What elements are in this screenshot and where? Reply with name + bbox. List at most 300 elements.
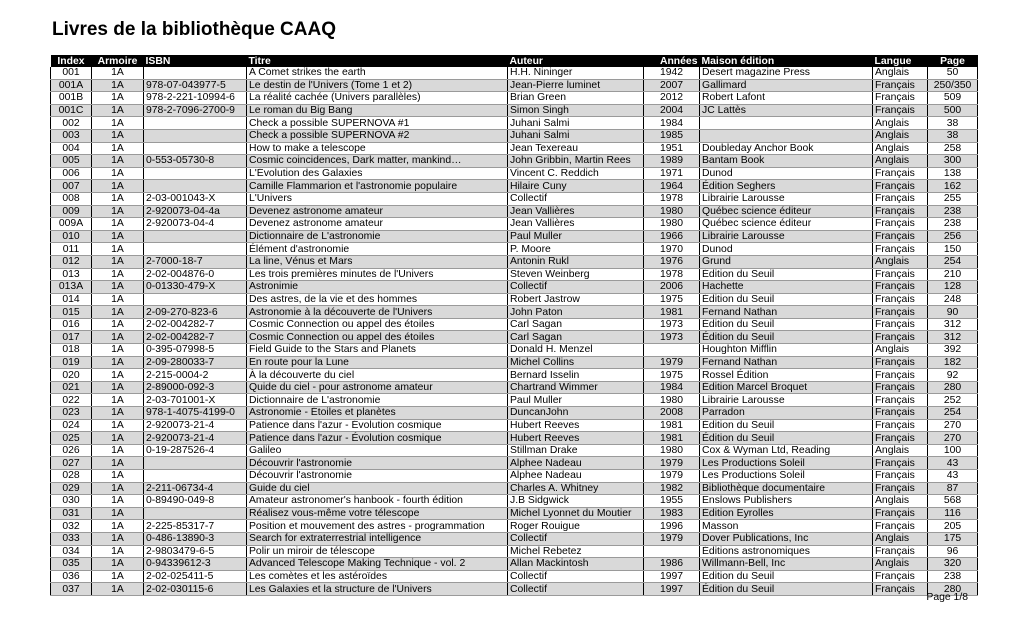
cell-page: 38 xyxy=(928,129,978,142)
cell-armoire: 1A xyxy=(92,482,144,495)
cell-armoire: 1A xyxy=(92,205,144,218)
cell-armoire: 1A xyxy=(92,331,144,344)
cell-titre: Search for extraterrestrial intelligence xyxy=(247,532,508,545)
table-row xyxy=(51,129,978,142)
cell-maison-edition: Enslows Publishers xyxy=(700,495,873,508)
cell-armoire: 1A xyxy=(92,457,144,470)
cell-auteur: Collectif xyxy=(508,281,644,294)
cell-auteur: Chartrand Wimmer xyxy=(508,381,644,394)
cell-maison-edition xyxy=(700,117,873,130)
cell-titre: Découvrir l'astronomie xyxy=(247,470,508,483)
cell-index: 036 xyxy=(51,570,92,583)
cell-maison-edition: Dunod xyxy=(700,243,873,256)
cell-isbn: 0-553-05730-8 xyxy=(144,155,247,168)
table-row xyxy=(51,381,978,394)
cell-annees: 1951 xyxy=(644,142,700,155)
cell-armoire: 1A xyxy=(92,268,144,281)
cell-isbn xyxy=(144,129,247,142)
cell-index: 020 xyxy=(51,369,92,382)
cell-titre: Quide du ciel - pour astronome amateur xyxy=(247,381,508,394)
cell-isbn: 0-395-07998-5 xyxy=(144,344,247,357)
cell-armoire: 1A xyxy=(92,218,144,231)
table-row xyxy=(51,356,978,369)
cell-page: 128 xyxy=(928,281,978,294)
cell-maison-edition: Cox & Wyman Ltd, Reading xyxy=(700,444,873,457)
cell-maison-edition: Hachette xyxy=(700,281,873,294)
cell-isbn: 0-19-287526-4 xyxy=(144,444,247,457)
cell-page: 312 xyxy=(928,331,978,344)
cell-page: 138 xyxy=(928,167,978,180)
cell-isbn: 2-215-0004-2 xyxy=(144,369,247,382)
cell-auteur: Donald H. Menzel xyxy=(508,344,644,357)
cell-langue: Français xyxy=(873,92,928,105)
cell-index: 016 xyxy=(51,318,92,331)
cell-armoire: 1A xyxy=(92,470,144,483)
cell-auteur: Michel Lyonnet du Moutier xyxy=(508,507,644,520)
cell-isbn: 2-920073-04-4 xyxy=(144,218,247,231)
table-row xyxy=(51,520,978,533)
cell-page: 254 xyxy=(928,407,978,420)
cell-armoire: 1A xyxy=(92,495,144,508)
cell-isbn: 2-920073-21-4 xyxy=(144,419,247,432)
cell-isbn: 978-07-043977-5 xyxy=(144,79,247,92)
cell-index: 010 xyxy=(51,230,92,243)
table-row xyxy=(51,268,978,281)
cell-isbn: 978-2-221-10994-6 xyxy=(144,92,247,105)
cell-isbn xyxy=(144,470,247,483)
cell-isbn: 0-01330-479-X xyxy=(144,281,247,294)
table-row xyxy=(51,545,978,558)
cell-titre: Check a possible SUPERNOVA #2 xyxy=(247,129,508,142)
table-row xyxy=(51,79,978,92)
column-header-langue: Langue xyxy=(873,55,928,67)
cell-isbn xyxy=(144,243,247,256)
table-row xyxy=(51,67,978,79)
cell-titre: Les comètes et les astéroïdes xyxy=(247,570,508,583)
table-row xyxy=(51,470,978,483)
cell-annees: 1975 xyxy=(644,369,700,382)
cell-auteur: H.H. Nininger xyxy=(508,67,644,79)
cell-isbn xyxy=(144,507,247,520)
cell-auteur: John Paton xyxy=(508,306,644,319)
cell-auteur: Carl Sagan xyxy=(508,331,644,344)
table-row xyxy=(51,306,978,319)
table-row xyxy=(51,558,978,571)
cell-page: 92 xyxy=(928,369,978,382)
cell-page: 500 xyxy=(928,104,978,117)
cell-langue: Français xyxy=(873,218,928,231)
cell-armoire: 1A xyxy=(92,520,144,533)
table-row xyxy=(51,457,978,470)
cell-armoire: 1A xyxy=(92,318,144,331)
cell-annees: 1997 xyxy=(644,570,700,583)
cell-page: 43 xyxy=(928,457,978,470)
cell-page: 270 xyxy=(928,419,978,432)
cell-isbn: 2-02-004876-0 xyxy=(144,268,247,281)
cell-index: 015 xyxy=(51,306,92,319)
table-row xyxy=(51,495,978,508)
cell-index: 013A xyxy=(51,281,92,294)
cell-page: 90 xyxy=(928,306,978,319)
cell-auteur: Allan Mackintosh xyxy=(508,558,644,571)
cell-isbn: 2-9803479-6-5 xyxy=(144,545,247,558)
cell-page: 38 xyxy=(928,117,978,130)
cell-index: 014 xyxy=(51,293,92,306)
cell-langue: Français xyxy=(873,180,928,193)
cell-index: 013 xyxy=(51,268,92,281)
cell-titre: L'Évolution des Galaxies xyxy=(247,167,508,180)
cell-titre: Patience dans l'azur - Évolution cosmique xyxy=(247,432,508,445)
cell-titre: Le destin de l'Univers (Tome 1 et 2) xyxy=(247,79,508,92)
cell-langue: Anglais xyxy=(873,255,928,268)
cell-annees: 1955 xyxy=(644,495,700,508)
cell-auteur: Alphee Nadeau xyxy=(508,470,644,483)
table-row xyxy=(51,230,978,243)
cell-armoire: 1A xyxy=(92,344,144,357)
cell-maison-edition: Bantam Book xyxy=(700,155,873,168)
cell-annees: 1981 xyxy=(644,306,700,319)
cell-index: 008 xyxy=(51,192,92,205)
cell-index: 026 xyxy=(51,444,92,457)
cell-annees: 1989 xyxy=(644,155,700,168)
cell-maison-edition: Édition du Seuil xyxy=(700,331,873,344)
cell-annees: 1966 xyxy=(644,230,700,243)
cell-index: 009 xyxy=(51,205,92,218)
cell-armoire: 1A xyxy=(92,255,144,268)
cell-annees: 2007 xyxy=(644,79,700,92)
cell-index: 023 xyxy=(51,407,92,420)
cell-titre: Réalisez vous-même votre télescope xyxy=(247,507,508,520)
cell-auteur: Juhani Salmi xyxy=(508,129,644,142)
cell-langue: Français xyxy=(873,293,928,306)
cell-annees: 1973 xyxy=(644,318,700,331)
cell-index: 009A xyxy=(51,218,92,231)
table-row xyxy=(51,444,978,457)
cell-isbn xyxy=(144,230,247,243)
cell-maison-edition: Rossel Édition xyxy=(700,369,873,382)
cell-page: 568 xyxy=(928,495,978,508)
cell-titre: Le roman du Big Bang xyxy=(247,104,508,117)
cell-langue: Français xyxy=(873,356,928,369)
table-row xyxy=(51,407,978,420)
cell-maison-edition: JC Lattès xyxy=(700,104,873,117)
cell-maison-edition: Fernand Nathan xyxy=(700,356,873,369)
cell-page: 87 xyxy=(928,482,978,495)
cell-page: 250/350 xyxy=(928,79,978,92)
cell-page: 312 xyxy=(928,318,978,331)
cell-annees: 2004 xyxy=(644,104,700,117)
cell-auteur: Robert Jastrow xyxy=(508,293,644,306)
cell-isbn xyxy=(144,142,247,155)
cell-armoire: 1A xyxy=(92,129,144,142)
cell-langue: Français xyxy=(873,381,928,394)
cell-annees: 1975 xyxy=(644,293,700,306)
cell-auteur: Bernard Isselin xyxy=(508,369,644,382)
cell-armoire: 1A xyxy=(92,369,144,382)
table-body xyxy=(51,67,978,595)
cell-index: 019 xyxy=(51,356,92,369)
cell-titre: Dictionnaire de L'astronomie xyxy=(247,230,508,243)
cell-langue: Français xyxy=(873,318,928,331)
cell-maison-edition: Québec science éditeur xyxy=(700,218,873,231)
table-row xyxy=(51,281,978,294)
cell-isbn: 2-09-270-823-6 xyxy=(144,306,247,319)
table-row xyxy=(51,142,978,155)
cell-isbn: 2-03-001043-X xyxy=(144,192,247,205)
cell-langue: Anglais xyxy=(873,142,928,155)
cell-index: 005 xyxy=(51,155,92,168)
cell-index: 004 xyxy=(51,142,92,155)
cell-index: 035 xyxy=(51,558,92,571)
cell-titre: Astronomie à la découverte de l'Univers xyxy=(247,306,508,319)
cell-armoire: 1A xyxy=(92,381,144,394)
cell-armoire: 1A xyxy=(92,167,144,180)
cell-titre: Les Galaxies et la structure de l'Univers xyxy=(247,583,508,596)
cell-annees: 1976 xyxy=(644,255,700,268)
cell-auteur: J.B Sidgwick xyxy=(508,495,644,508)
cell-page: 210 xyxy=(928,268,978,281)
cell-maison-edition: Fernand Nathan xyxy=(700,306,873,319)
books-table xyxy=(50,55,978,596)
cell-page: 50 xyxy=(928,67,978,79)
cell-titre: À la découverte du ciel xyxy=(247,369,508,382)
cell-annees: 1986 xyxy=(644,558,700,571)
cell-annees: 1942 xyxy=(644,67,700,79)
cell-page: 248 xyxy=(928,293,978,306)
table-row xyxy=(51,369,978,382)
cell-auteur: Charles A. Whitney xyxy=(508,482,644,495)
cell-annees: 2012 xyxy=(644,92,700,105)
cell-isbn: 0-89490-049-8 xyxy=(144,495,247,508)
cell-page: 254 xyxy=(928,255,978,268)
cell-titre: Advanced Telescope Making Technique - vol. 2 xyxy=(247,558,508,571)
cell-isbn xyxy=(144,167,247,180)
cell-isbn: 0-94339612-3 xyxy=(144,558,247,571)
cell-auteur: Jean Vallières xyxy=(508,205,644,218)
cell-langue: Anglais xyxy=(873,344,928,357)
cell-langue: Français xyxy=(873,230,928,243)
cell-maison-edition: Dover Publications, Inc xyxy=(700,532,873,545)
cell-annees: 1985 xyxy=(644,129,700,142)
cell-maison-edition: Willmann-Bell, Inc xyxy=(700,558,873,571)
table-row xyxy=(51,167,978,180)
cell-annees: 2008 xyxy=(644,407,700,420)
cell-annees: 1973 xyxy=(644,331,700,344)
cell-maison-edition: Gallimard xyxy=(700,79,873,92)
cell-page: 43 xyxy=(928,470,978,483)
cell-maison-edition: Édition Marcel Broquet xyxy=(700,381,873,394)
cell-isbn: 2-211-06734-4 xyxy=(144,482,247,495)
cell-annees: 1979 xyxy=(644,470,700,483)
cell-page: 175 xyxy=(928,532,978,545)
cell-index: 001B xyxy=(51,92,92,105)
cell-titre: Field Guide to the Stars and Planets xyxy=(247,344,508,357)
cell-auteur: Jean Vallières xyxy=(508,218,644,231)
cell-annees: 1980 xyxy=(644,218,700,231)
cell-armoire: 1A xyxy=(92,117,144,130)
cell-maison-edition xyxy=(700,129,873,142)
table-row xyxy=(51,117,978,130)
table-row xyxy=(51,218,978,231)
cell-langue: Français xyxy=(873,545,928,558)
cell-auteur: John Gribbin, Martin Rees xyxy=(508,155,644,168)
table-row xyxy=(51,104,978,117)
cell-index: 017 xyxy=(51,331,92,344)
table-row xyxy=(51,205,978,218)
cell-index: 012 xyxy=(51,255,92,268)
cell-index: 025 xyxy=(51,432,92,445)
cell-auteur: Steven Weinberg xyxy=(508,268,644,281)
cell-annees: 1978 xyxy=(644,268,700,281)
cell-auteur: Collectif xyxy=(508,570,644,583)
cell-page: 255 xyxy=(928,192,978,205)
cell-index: 001 xyxy=(51,67,92,79)
cell-titre: Cosmic Connection ou appel des étoiles xyxy=(247,318,508,331)
cell-index: 002 xyxy=(51,117,92,130)
cell-annees: 1970 xyxy=(644,243,700,256)
page-number: Page 1/8 xyxy=(926,592,968,603)
cell-maison-edition: Édition du Seuil xyxy=(700,570,873,583)
table-row xyxy=(51,318,978,331)
cell-auteur: P. Moore xyxy=(508,243,644,256)
cell-index: 021 xyxy=(51,381,92,394)
cell-titre: How to make a telescope xyxy=(247,142,508,155)
cell-page: 509 xyxy=(928,92,978,105)
cell-langue: Français xyxy=(873,79,928,92)
column-header-page: Page xyxy=(928,55,978,67)
column-header-index: Index xyxy=(51,55,92,67)
cell-page: 238 xyxy=(928,218,978,231)
cell-index: 003 xyxy=(51,129,92,142)
cell-auteur: Hilaire Cuny xyxy=(508,180,644,193)
table-row xyxy=(51,180,978,193)
cell-maison-edition: Librairie Larousse xyxy=(700,192,873,205)
cell-page: 320 xyxy=(928,558,978,571)
table-row xyxy=(51,192,978,205)
cell-auteur: DuncanJohn xyxy=(508,407,644,420)
cell-maison-edition: Édition du Seuil xyxy=(700,432,873,445)
cell-index: 031 xyxy=(51,507,92,520)
cell-armoire: 1A xyxy=(92,432,144,445)
table-row xyxy=(51,255,978,268)
cell-titre: Amateur astronomer's hanbook - fourth édition xyxy=(247,495,508,508)
column-header-annees: Années xyxy=(644,55,700,67)
cell-titre: Des astres, de la vie et des hommes xyxy=(247,293,508,306)
cell-maison-edition: Édition du Seuil xyxy=(700,318,873,331)
cell-auteur: Alphee Nadeau xyxy=(508,457,644,470)
column-header-armoire: Armoire xyxy=(92,55,144,67)
table-row xyxy=(51,344,978,357)
cell-armoire: 1A xyxy=(92,419,144,432)
cell-index: 028 xyxy=(51,470,92,483)
cell-titre: Élément d'astronomie xyxy=(247,243,508,256)
cell-langue: Français xyxy=(873,407,928,420)
cell-titre: Camille Flammarion et l'astronomie populaire xyxy=(247,180,508,193)
cell-isbn: 2-89000-092-3 xyxy=(144,381,247,394)
cell-armoire: 1A xyxy=(92,532,144,545)
cell-index: 033 xyxy=(51,532,92,545)
cell-auteur: Vincent C. Reddich xyxy=(508,167,644,180)
cell-annees: 1980 xyxy=(644,394,700,407)
cell-titre: Cosmic coincidences, Dark matter, mankind… xyxy=(247,155,508,168)
cell-langue: Français xyxy=(873,482,928,495)
cell-armoire: 1A xyxy=(92,507,144,520)
cell-armoire: 1A xyxy=(92,230,144,243)
cell-maison-edition: Les Productions Soleil xyxy=(700,470,873,483)
cell-armoire: 1A xyxy=(92,67,144,79)
cell-page: 205 xyxy=(928,520,978,533)
cell-titre: La line, Vénus et Mars xyxy=(247,255,508,268)
cell-armoire: 1A xyxy=(92,570,144,583)
cell-maison-edition: Masson xyxy=(700,520,873,533)
cell-page: 258 xyxy=(928,142,978,155)
cell-langue: Français xyxy=(873,419,928,432)
table-row xyxy=(51,419,978,432)
cell-page: 162 xyxy=(928,180,978,193)
cell-titre: L'Univers xyxy=(247,192,508,205)
cell-auteur: Antonin Rukl xyxy=(508,255,644,268)
cell-langue: Anglais xyxy=(873,532,928,545)
cell-langue: Français xyxy=(873,583,928,596)
cell-annees: 1981 xyxy=(644,432,700,445)
cell-page: 96 xyxy=(928,545,978,558)
cell-page: 100 xyxy=(928,444,978,457)
cell-langue: Français xyxy=(873,205,928,218)
table-row xyxy=(51,155,978,168)
table-row xyxy=(51,243,978,256)
cell-maison-edition: Édition Seghers xyxy=(700,180,873,193)
cell-armoire: 1A xyxy=(92,281,144,294)
cell-annees: 1983 xyxy=(644,507,700,520)
cell-index: 011 xyxy=(51,243,92,256)
cell-auteur: Hubert Reeves xyxy=(508,419,644,432)
cell-page: 238 xyxy=(928,205,978,218)
cell-armoire: 1A xyxy=(92,558,144,571)
cell-annees xyxy=(644,344,700,357)
cell-isbn: 2-02-030115-6 xyxy=(144,583,247,596)
cell-titre: La réalité cachée (Univers parallèles) xyxy=(247,92,508,105)
cell-armoire: 1A xyxy=(92,545,144,558)
cell-auteur: Paul Muller xyxy=(508,394,644,407)
cell-maison-edition: Doubleday Anchor Book xyxy=(700,142,873,155)
cell-langue: Français xyxy=(873,520,928,533)
cell-titre: Position et mouvement des astres - programmation xyxy=(247,520,508,533)
cell-armoire: 1A xyxy=(92,407,144,420)
cell-auteur: Collectif xyxy=(508,192,644,205)
cell-isbn: 2-225-85317-7 xyxy=(144,520,247,533)
cell-index: 029 xyxy=(51,482,92,495)
cell-titre: Dictionnaire de L'astronomie xyxy=(247,394,508,407)
cell-index: 007 xyxy=(51,180,92,193)
cell-maison-edition: Librairie Larousse xyxy=(700,230,873,243)
cell-page: 300 xyxy=(928,155,978,168)
cell-titre: Astronomie - Étoiles et planètes xyxy=(247,407,508,420)
cell-titre: Devenez astronome amateur xyxy=(247,218,508,231)
cell-annees: 1980 xyxy=(644,205,700,218)
cell-isbn xyxy=(144,457,247,470)
column-header-isbn: ISBN xyxy=(144,55,247,67)
cell-maison-edition: Bibliothèque documentaire xyxy=(700,482,873,495)
cell-titre: Les trois premières minutes de l'Univers xyxy=(247,268,508,281)
cell-maison-edition: Robert Lafont xyxy=(700,92,873,105)
cell-langue: Français xyxy=(873,243,928,256)
cell-langue: Anglais xyxy=(873,558,928,571)
cell-langue: Français xyxy=(873,167,928,180)
cell-annees: 1984 xyxy=(644,381,700,394)
cell-auteur: Collectif xyxy=(508,532,644,545)
cell-langue: Anglais xyxy=(873,155,928,168)
cell-annees: 1984 xyxy=(644,117,700,130)
